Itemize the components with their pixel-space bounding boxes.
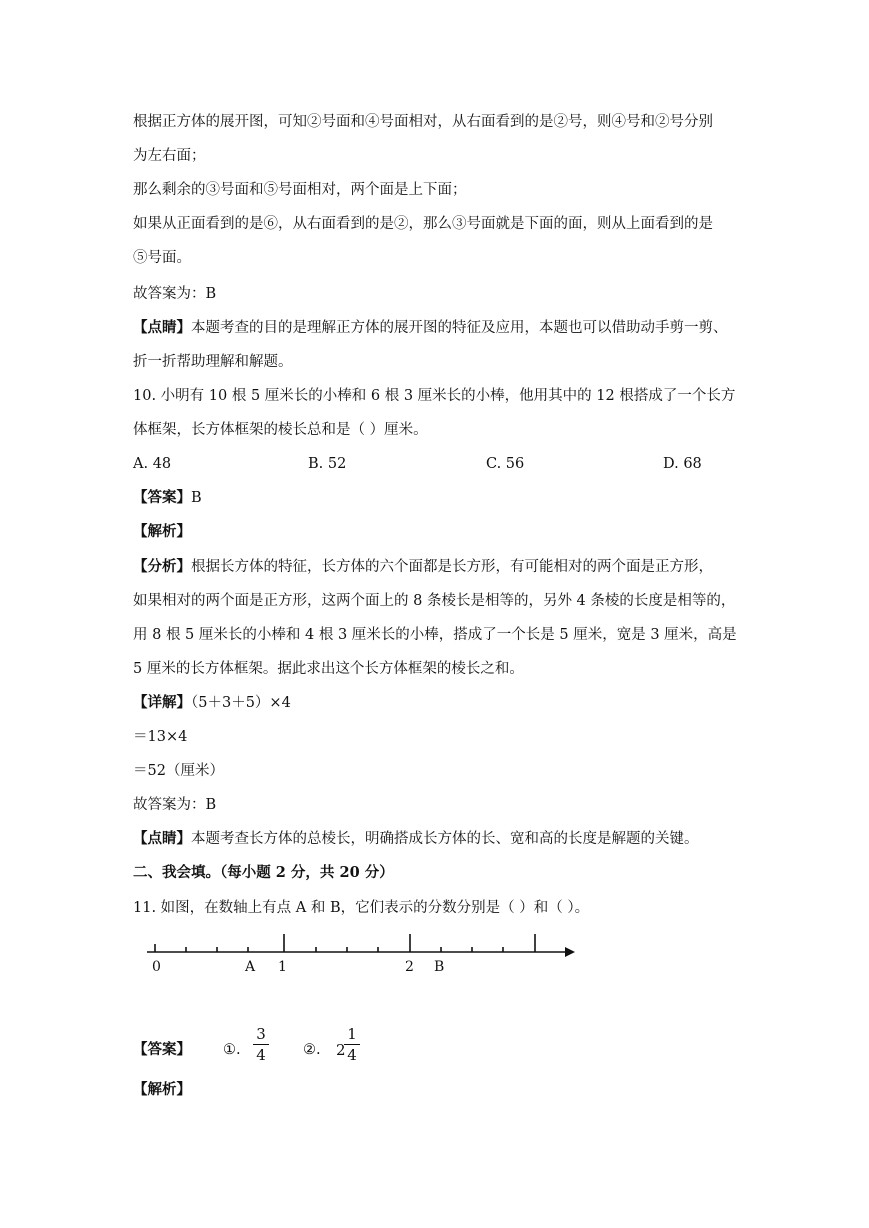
detail-line (133, 693, 291, 713)
option-c: C. 56 (486, 456, 525, 472)
text-line: 用 8 根 5 厘米长的小棒和 4 根 3 厘米长的小棒，搭成了一个长是 5 厘米，宽是 3 厘米，高是 (133, 627, 737, 643)
answer-value: B (191, 490, 202, 506)
remark-text: 本题考查的目的是理解正方体的展开图的特征及应用，本题也可以借助动手剪一剪、 (191, 320, 728, 336)
section-heading: 二、我会填。（每小题 2 分，共 20 分） (133, 864, 394, 881)
text-line: 根据正方体的展开图，可知②号面和④号面相对，从右面看到的是②号，则④号和②号分别 (133, 114, 713, 130)
remark-line (133, 318, 728, 338)
fraction-numerator: 3 (256, 1025, 266, 1043)
remark-text: 本题考查长方体的总棱长，明确搭成长方体的长、宽和高的长度是解题的关键。 (191, 831, 699, 847)
text-line: 折一折帮助理解和解题。 (133, 354, 293, 370)
point-label-a: A (245, 959, 256, 975)
number-line-figure (143, 928, 583, 976)
tick-label-0: 0 (152, 959, 161, 975)
analysis-tag: 【解析】 (133, 523, 191, 540)
fraction-numerator: 1 (347, 1025, 357, 1043)
question-10: 10. 小明有 10 根 5 厘米长的小棒和 6 根 3 厘米长的小棒，他用其中的 12 根搭成了一个长方 (133, 388, 736, 404)
answer-line: 故答案为：B (133, 286, 217, 302)
point-label-b: B (434, 959, 445, 975)
analysis-line (133, 557, 713, 577)
option-a: A. 48 (133, 456, 172, 472)
detail-tag: 【详解】 (133, 694, 191, 711)
text-line: 为左右面； (133, 148, 206, 164)
text-line: 如果相对的两个面是正方形，这两个面上的 8 条棱长是相等的，另外 4 条棱的长度是相等的， (133, 593, 736, 609)
tick-label-2: 2 (405, 959, 414, 975)
fraction-b (344, 1026, 360, 1063)
analysis-text: 根据长方体的特征，长方体的六个面都是长方形，有可能相对的两个面是正方形， (191, 559, 713, 575)
answer-tag: 【答案】 (133, 489, 191, 506)
option-b: B. 52 (308, 456, 347, 472)
text-line: 5 厘米的长方体框架。据此求出这个长方体框架的棱长之和。 (133, 661, 524, 677)
text-line: ⑤号面。 (133, 250, 191, 266)
question-10-cont: 体框架，长方体框架的棱长总和是（ ）厘米。 (133, 422, 428, 438)
tick-label-1: 1 (278, 959, 287, 975)
answer-line (133, 488, 202, 508)
answer-marker-1: ①. (223, 1042, 241, 1058)
remark-tag: 【点睛】 (133, 830, 191, 847)
analysis-tag: 【解析】 (133, 1081, 191, 1098)
answer-marker-2: ②. (303, 1042, 321, 1058)
fraction-denominator: 4 (347, 1046, 357, 1064)
arrow-head-icon (565, 947, 575, 957)
option-d: D. 68 (663, 456, 702, 472)
remark-tag: 【点睛】 (133, 319, 191, 336)
mixed-whole: 2 (336, 1041, 346, 1059)
fraction-denominator: 4 (256, 1046, 266, 1064)
analysis-sub-tag: 【分析】 (133, 558, 191, 575)
text-line: 那么剩余的③号面和⑤号面相对，两个面是上下面； (133, 182, 467, 198)
fraction-a (253, 1026, 269, 1063)
options-row (133, 454, 733, 474)
answer-line (133, 1040, 191, 1060)
answer-line: 故答案为：B (133, 797, 217, 813)
text-line: ＝13×4 (133, 729, 188, 745)
text-line: 如果从正面看到的是⑥，从右面看到的是②，那么③号面就是下面的面，则从上面看到的是 (133, 216, 713, 232)
detail-text: （5＋3＋5）×4 (191, 695, 291, 711)
question-11: 11. 如图，在数轴上有点 A 和 B，它们表示的分数分别是（ ）和（ ）。 (133, 900, 590, 916)
text-line: ＝52（厘米） (133, 763, 224, 779)
remark-line (133, 829, 699, 849)
answer-tag: 【答案】 (133, 1041, 191, 1058)
